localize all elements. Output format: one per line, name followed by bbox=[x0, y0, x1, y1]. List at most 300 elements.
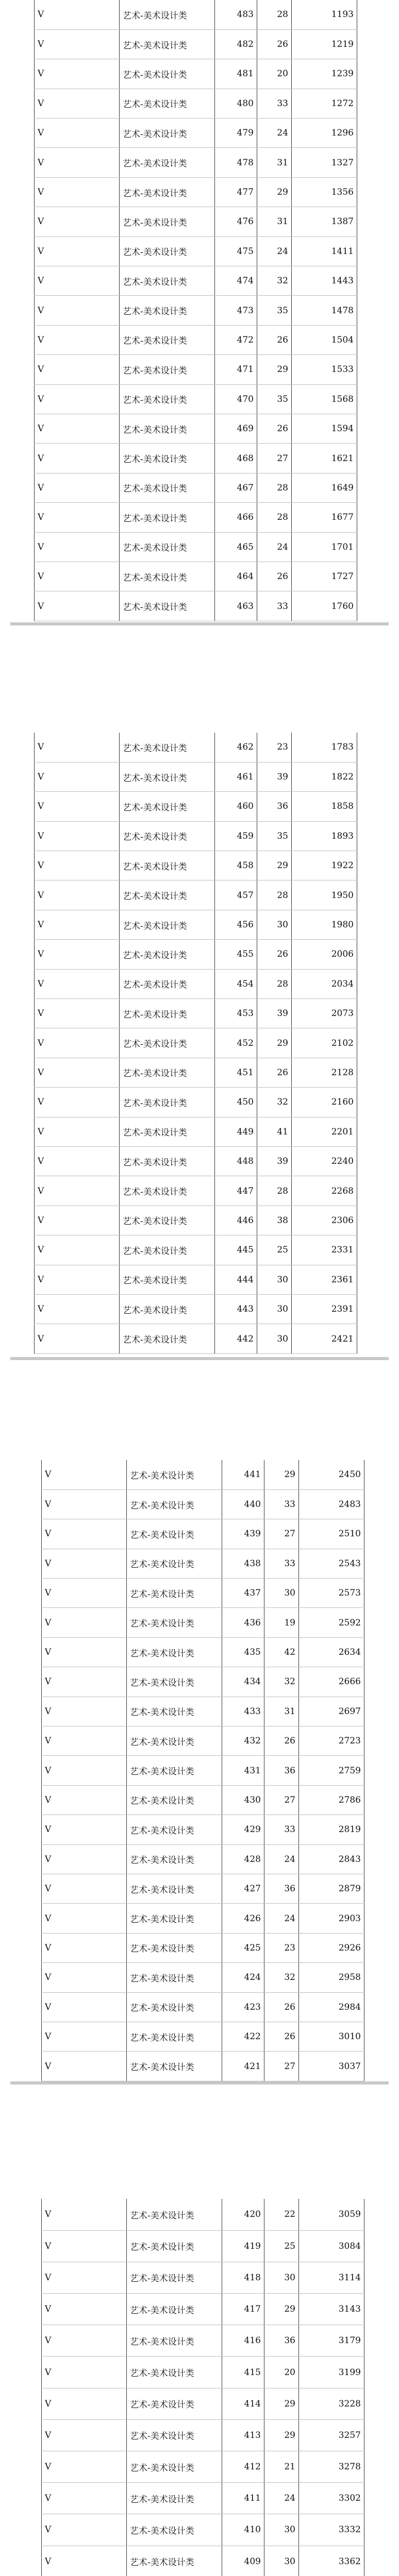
category-cell: 艺术-美术设计类 bbox=[127, 1963, 222, 1992]
count-cell: 30 bbox=[264, 2514, 299, 2546]
level-cell: V bbox=[35, 236, 120, 266]
table-row bbox=[42, 1489, 364, 1519]
table-row bbox=[42, 1874, 364, 1903]
level-cell: V bbox=[42, 1549, 127, 1578]
table-row bbox=[35, 1028, 357, 1058]
cumulative-cell: 2102 bbox=[292, 1028, 357, 1058]
table-row bbox=[35, 177, 357, 207]
count-cell: 30 bbox=[257, 910, 292, 939]
table-row bbox=[42, 1756, 364, 1785]
table-row bbox=[35, 969, 357, 998]
score-cell: 415 bbox=[222, 2357, 264, 2388]
table-row bbox=[35, 762, 357, 791]
cumulative-cell: 1858 bbox=[292, 792, 357, 821]
category-cell: 艺术-美术设计类 bbox=[120, 325, 215, 354]
count-cell: 39 bbox=[257, 1146, 292, 1176]
cumulative-cell: 1701 bbox=[292, 532, 357, 562]
cumulative-cell: 1356 bbox=[292, 177, 357, 207]
cumulative-cell: 2879 bbox=[299, 1874, 364, 1903]
level-cell: V bbox=[42, 1933, 127, 1962]
level-cell: V bbox=[42, 1637, 127, 1667]
level-cell: V bbox=[42, 1756, 127, 1785]
level-cell: V bbox=[35, 733, 120, 762]
table-row bbox=[42, 2230, 364, 2262]
score-cell: 467 bbox=[215, 473, 257, 502]
score-cell: 449 bbox=[215, 1117, 257, 1146]
table-row bbox=[42, 1667, 364, 1697]
category-cell: 艺术-美术设计类 bbox=[127, 1815, 222, 1844]
level-cell: V bbox=[35, 1324, 120, 1353]
cumulative-cell: 2543 bbox=[299, 1549, 364, 1578]
count-cell: 22 bbox=[264, 2199, 299, 2230]
table-row bbox=[42, 2419, 364, 2451]
table-row bbox=[35, 999, 357, 1028]
cumulative-cell: 1327 bbox=[292, 148, 357, 177]
level-cell: V bbox=[42, 1992, 127, 2022]
level-cell: V bbox=[35, 1028, 120, 1058]
cumulative-cell: 2034 bbox=[292, 969, 357, 998]
score-cell: 444 bbox=[215, 1265, 257, 1294]
category-cell: 艺术-美术设计类 bbox=[127, 2052, 222, 2081]
table-row bbox=[35, 236, 357, 266]
table-row bbox=[35, 792, 357, 821]
category-cell: 艺术-美术设计类 bbox=[120, 880, 215, 910]
cumulative-cell: 1478 bbox=[292, 296, 357, 325]
table-row bbox=[35, 1324, 357, 1353]
count-cell: 33 bbox=[264, 1489, 299, 1519]
score-cell: 436 bbox=[222, 1608, 264, 1637]
table-row bbox=[35, 355, 357, 384]
count-cell: 29 bbox=[264, 1460, 299, 1489]
table-row bbox=[35, 910, 357, 939]
count-cell: 19 bbox=[264, 1608, 299, 1637]
table-row bbox=[35, 29, 357, 59]
count-cell: 41 bbox=[257, 1117, 292, 1146]
table-row bbox=[42, 2451, 364, 2483]
category-cell: 艺术-美术设计类 bbox=[120, 1206, 215, 1235]
level-cell: V bbox=[35, 0, 120, 29]
score-cell: 472 bbox=[215, 325, 257, 354]
cumulative-cell: 2268 bbox=[292, 1176, 357, 1206]
table-row bbox=[42, 2325, 364, 2357]
level-cell: V bbox=[35, 969, 120, 998]
category-cell: 艺术-美术设计类 bbox=[127, 2483, 222, 2514]
level-cell: V bbox=[35, 562, 120, 591]
table-row bbox=[35, 1088, 357, 1117]
score-cell: 439 bbox=[222, 1519, 264, 1549]
category-cell: 艺术-美术设计类 bbox=[120, 503, 215, 532]
table-row bbox=[42, 1697, 364, 1726]
count-cell: 31 bbox=[264, 1697, 299, 1726]
level-cell: V bbox=[42, 1608, 127, 1637]
category-cell: 艺术-美术设计类 bbox=[127, 1933, 222, 1962]
count-cell: 20 bbox=[257, 59, 292, 89]
cumulative-cell: 3199 bbox=[299, 2357, 364, 2388]
level-cell: V bbox=[35, 148, 120, 177]
category-cell: 艺术-美术设计类 bbox=[120, 236, 215, 266]
category-cell: 艺术-美术设计类 bbox=[120, 1058, 215, 1087]
table-row bbox=[42, 2052, 364, 2081]
level-cell: V bbox=[35, 1088, 120, 1117]
level-cell: V bbox=[35, 1146, 120, 1176]
section-divider bbox=[10, 622, 389, 625]
score-cell: 473 bbox=[215, 296, 257, 325]
score-cell: 424 bbox=[222, 1963, 264, 1992]
category-cell: 艺术-美术设计类 bbox=[127, 2357, 222, 2388]
cumulative-cell: 2510 bbox=[299, 1519, 364, 1549]
category-cell: 艺术-美术设计类 bbox=[120, 1235, 215, 1265]
count-cell: 26 bbox=[264, 2022, 299, 2051]
level-cell: V bbox=[42, 2514, 127, 2546]
table-row bbox=[42, 1579, 364, 1608]
score-cell: 409 bbox=[222, 2546, 264, 2576]
level-cell: V bbox=[42, 1519, 127, 1549]
category-cell: 艺术-美术设计类 bbox=[127, 1489, 222, 1519]
table-row bbox=[35, 591, 357, 621]
count-cell: 26 bbox=[257, 414, 292, 443]
score-cell: 464 bbox=[215, 562, 257, 591]
score-cell: 456 bbox=[215, 910, 257, 939]
count-cell: 27 bbox=[257, 444, 292, 473]
score-cell: 458 bbox=[215, 851, 257, 880]
category-cell: 艺术-美术设计类 bbox=[120, 1294, 215, 1324]
category-cell: 艺术-美术设计类 bbox=[120, 532, 215, 562]
level-cell: V bbox=[35, 1117, 120, 1146]
count-cell: 24 bbox=[257, 118, 292, 148]
category-cell: 艺术-美术设计类 bbox=[120, 940, 215, 969]
cumulative-cell: 3302 bbox=[299, 2483, 364, 2514]
category-cell: 艺术-美术设计类 bbox=[120, 1176, 215, 1206]
cumulative-cell: 2128 bbox=[292, 1058, 357, 1087]
category-cell: 艺术-美术设计类 bbox=[120, 969, 215, 998]
count-cell: 39 bbox=[257, 999, 292, 1028]
table-row bbox=[42, 1549, 364, 1578]
score-cell: 441 bbox=[222, 1460, 264, 1489]
category-cell: 艺术-美术设计类 bbox=[127, 2451, 222, 2483]
cumulative-cell: 3010 bbox=[299, 2022, 364, 2051]
score-cell: 428 bbox=[222, 1844, 264, 1874]
level-cell: V bbox=[42, 1726, 127, 1756]
cumulative-cell: 1677 bbox=[292, 503, 357, 532]
score-cell: 451 bbox=[215, 1058, 257, 1087]
cumulative-cell: 2160 bbox=[292, 1088, 357, 1117]
count-cell: 25 bbox=[257, 1235, 292, 1265]
table-row bbox=[35, 384, 357, 414]
table-row bbox=[42, 1785, 364, 1815]
score-cell: 438 bbox=[222, 1549, 264, 1578]
score-cell: 412 bbox=[222, 2451, 264, 2483]
score-cell: 474 bbox=[215, 266, 257, 296]
level-cell: V bbox=[42, 2419, 127, 2451]
cumulative-cell: 1193 bbox=[292, 0, 357, 29]
table-row bbox=[35, 880, 357, 910]
cumulative-cell: 2573 bbox=[299, 1579, 364, 1608]
table-row bbox=[42, 2199, 364, 2230]
level-cell: V bbox=[35, 910, 120, 939]
category-cell: 艺术-美术设计类 bbox=[120, 1117, 215, 1146]
category-cell: 艺术-美术设计类 bbox=[120, 207, 215, 236]
count-cell: 30 bbox=[257, 1324, 292, 1353]
score-cell: 482 bbox=[215, 29, 257, 59]
score-cell: 420 bbox=[222, 2199, 264, 2230]
cumulative-cell: 1922 bbox=[292, 851, 357, 880]
table-row bbox=[42, 1933, 364, 1962]
category-cell: 艺术-美术设计类 bbox=[120, 562, 215, 591]
table-row bbox=[35, 1235, 357, 1265]
count-cell: 25 bbox=[264, 2230, 299, 2262]
count-cell: 29 bbox=[264, 2294, 299, 2325]
score-cell: 422 bbox=[222, 2022, 264, 2051]
cumulative-cell: 1533 bbox=[292, 355, 357, 384]
table-row bbox=[35, 118, 357, 148]
cumulative-cell: 2843 bbox=[299, 1844, 364, 1874]
count-cell: 30 bbox=[264, 1579, 299, 1608]
cumulative-cell: 2331 bbox=[292, 1235, 357, 1265]
score-cell: 463 bbox=[215, 591, 257, 621]
level-cell: V bbox=[42, 2325, 127, 2357]
level-cell: V bbox=[35, 1206, 120, 1235]
category-cell: 艺术-美术设计类 bbox=[120, 0, 215, 29]
score-cell: 437 bbox=[222, 1579, 264, 1608]
category-cell: 艺术-美术设计类 bbox=[127, 2294, 222, 2325]
score-cell: 478 bbox=[215, 148, 257, 177]
level-cell: V bbox=[42, 1963, 127, 1992]
cumulative-cell: 2421 bbox=[292, 1324, 357, 1353]
count-cell: 30 bbox=[264, 2546, 299, 2576]
cumulative-cell: 1950 bbox=[292, 880, 357, 910]
score-cell: 471 bbox=[215, 355, 257, 384]
score-cell: 416 bbox=[222, 2325, 264, 2357]
table-row bbox=[35, 1265, 357, 1294]
category-cell: 艺术-美术设计类 bbox=[120, 177, 215, 207]
category-cell: 艺术-美术设计类 bbox=[120, 1324, 215, 1353]
count-cell: 32 bbox=[264, 1667, 299, 1697]
score-cell: 453 bbox=[215, 999, 257, 1028]
count-cell: 42 bbox=[264, 1637, 299, 1667]
count-cell: 33 bbox=[264, 1549, 299, 1578]
table-row bbox=[35, 89, 357, 118]
category-cell: 艺术-美术设计类 bbox=[120, 148, 215, 177]
score-cell: 468 bbox=[215, 444, 257, 473]
level-cell: V bbox=[35, 59, 120, 89]
cumulative-cell: 3278 bbox=[299, 2451, 364, 2483]
count-cell: 29 bbox=[264, 2388, 299, 2419]
level-cell: V bbox=[35, 851, 120, 880]
category-cell: 艺术-美术设计类 bbox=[120, 591, 215, 621]
cumulative-cell: 3332 bbox=[299, 2514, 364, 2546]
level-cell: V bbox=[35, 414, 120, 443]
level-cell: V bbox=[42, 1874, 127, 1903]
table-row bbox=[35, 414, 357, 443]
level-cell: V bbox=[42, 2022, 127, 2051]
category-cell: 艺术-美术设计类 bbox=[120, 29, 215, 59]
level-cell: V bbox=[42, 2451, 127, 2483]
score-cell: 479 bbox=[215, 118, 257, 148]
level-cell: V bbox=[35, 1294, 120, 1324]
count-cell: 28 bbox=[257, 880, 292, 910]
count-cell: 27 bbox=[264, 1785, 299, 1815]
table-row bbox=[35, 1058, 357, 1087]
category-cell: 艺术-美术设计类 bbox=[120, 355, 215, 384]
count-cell: 21 bbox=[264, 2451, 299, 2483]
count-cell: 31 bbox=[257, 207, 292, 236]
cumulative-cell: 3257 bbox=[299, 2419, 364, 2451]
count-cell: 23 bbox=[264, 1933, 299, 1962]
category-cell: 艺术-美术设计类 bbox=[127, 1608, 222, 1637]
score-cell: 447 bbox=[215, 1176, 257, 1206]
level-cell: V bbox=[42, 2230, 127, 2262]
score-cell: 435 bbox=[222, 1637, 264, 1667]
cumulative-cell: 2306 bbox=[292, 1206, 357, 1235]
count-cell: 36 bbox=[264, 1874, 299, 1903]
cumulative-cell: 1760 bbox=[292, 591, 357, 621]
level-cell: V bbox=[35, 1265, 120, 1294]
count-cell: 32 bbox=[257, 1088, 292, 1117]
cumulative-cell: 3059 bbox=[299, 2199, 364, 2230]
cumulative-cell: 1219 bbox=[292, 29, 357, 59]
score-cell: 433 bbox=[222, 1697, 264, 1726]
level-cell: V bbox=[35, 118, 120, 148]
score-table-section-1 bbox=[34, 0, 357, 621]
count-cell: 33 bbox=[264, 1815, 299, 1844]
category-cell: 艺术-美术设计类 bbox=[120, 851, 215, 880]
table-row bbox=[42, 1992, 364, 2022]
cumulative-cell: 2450 bbox=[299, 1460, 364, 1489]
cumulative-cell: 1411 bbox=[292, 236, 357, 266]
count-cell: 26 bbox=[257, 1058, 292, 1087]
level-cell: V bbox=[42, 1579, 127, 1608]
score-cell: 469 bbox=[215, 414, 257, 443]
table-row bbox=[42, 2388, 364, 2419]
count-cell: 24 bbox=[257, 236, 292, 266]
level-cell: V bbox=[42, 2294, 127, 2325]
cumulative-cell: 2201 bbox=[292, 1117, 357, 1146]
count-cell: 27 bbox=[264, 1519, 299, 1549]
level-cell: V bbox=[35, 207, 120, 236]
table-row bbox=[42, 1904, 364, 1933]
level-cell: V bbox=[35, 1058, 120, 1087]
category-cell: 艺术-美术设计类 bbox=[120, 1028, 215, 1058]
count-cell: 28 bbox=[257, 473, 292, 502]
count-cell: 26 bbox=[257, 562, 292, 591]
cumulative-cell: 2958 bbox=[299, 1963, 364, 1992]
table-row bbox=[42, 2294, 364, 2325]
level-cell: V bbox=[35, 1176, 120, 1206]
score-cell: 457 bbox=[215, 880, 257, 910]
category-cell: 艺术-美术设计类 bbox=[120, 444, 215, 473]
level-cell: V bbox=[35, 940, 120, 969]
table-row bbox=[42, 1726, 364, 1756]
score-cell: 450 bbox=[215, 1088, 257, 1117]
level-cell: V bbox=[35, 762, 120, 791]
score-cell: 470 bbox=[215, 384, 257, 414]
score-cell: 477 bbox=[215, 177, 257, 207]
category-cell: 艺术-美术设计类 bbox=[127, 2546, 222, 2576]
count-cell: 33 bbox=[257, 89, 292, 118]
cumulative-cell: 2483 bbox=[299, 1489, 364, 1519]
cumulative-cell: 1621 bbox=[292, 444, 357, 473]
score-cell: 429 bbox=[222, 1815, 264, 1844]
table-row bbox=[35, 444, 357, 473]
table-row bbox=[42, 1460, 364, 1489]
category-cell: 艺术-美术设计类 bbox=[127, 1756, 222, 1785]
level-cell: V bbox=[42, 1785, 127, 1815]
category-cell: 艺术-美术设计类 bbox=[127, 1549, 222, 1578]
count-cell: 35 bbox=[257, 384, 292, 414]
category-cell: 艺术-美术设计类 bbox=[127, 2199, 222, 2230]
category-cell: 艺术-美术设计类 bbox=[120, 1265, 215, 1294]
count-cell: 24 bbox=[264, 1844, 299, 1874]
table-row bbox=[42, 1637, 364, 1667]
table-row bbox=[35, 148, 357, 177]
cumulative-cell: 3114 bbox=[299, 2262, 364, 2293]
score-cell: 461 bbox=[215, 762, 257, 791]
table-row bbox=[35, 851, 357, 880]
score-table-1 bbox=[34, 0, 357, 621]
level-cell: V bbox=[42, 1844, 127, 1874]
category-cell: 艺术-美术设计类 bbox=[127, 2230, 222, 2262]
count-cell: 28 bbox=[257, 969, 292, 998]
category-cell: 艺术-美术设计类 bbox=[127, 1726, 222, 1756]
cumulative-cell: 1649 bbox=[292, 473, 357, 502]
category-cell: 艺术-美术设计类 bbox=[127, 2262, 222, 2293]
cumulative-cell: 2391 bbox=[292, 1294, 357, 1324]
level-cell: V bbox=[35, 355, 120, 384]
count-cell: 30 bbox=[257, 1294, 292, 1324]
level-cell: V bbox=[35, 296, 120, 325]
level-cell: V bbox=[42, 2388, 127, 2419]
score-cell: 421 bbox=[222, 2052, 264, 2081]
count-cell: 29 bbox=[257, 851, 292, 880]
count-cell: 29 bbox=[257, 177, 292, 207]
cumulative-cell: 3362 bbox=[299, 2546, 364, 2576]
cumulative-cell: 2592 bbox=[299, 1608, 364, 1637]
score-cell: 476 bbox=[215, 207, 257, 236]
table-row bbox=[42, 2262, 364, 2293]
table-row bbox=[35, 733, 357, 762]
category-cell: 艺术-美术设计类 bbox=[127, 1579, 222, 1608]
level-cell: V bbox=[35, 880, 120, 910]
cumulative-cell: 2697 bbox=[299, 1697, 364, 1726]
category-cell: 艺术-美术设计类 bbox=[127, 1697, 222, 1726]
category-cell: 艺术-美术设计类 bbox=[120, 414, 215, 443]
category-cell: 艺术-美术设计类 bbox=[127, 1519, 222, 1549]
count-cell: 30 bbox=[264, 2262, 299, 2293]
category-cell: 艺术-美术设计类 bbox=[120, 384, 215, 414]
count-cell: 36 bbox=[264, 1756, 299, 1785]
cumulative-cell: 1893 bbox=[292, 821, 357, 851]
section-divider bbox=[10, 2081, 389, 2084]
cumulative-cell: 1296 bbox=[292, 118, 357, 148]
score-cell: 465 bbox=[215, 532, 257, 562]
count-cell: 35 bbox=[257, 296, 292, 325]
table-row bbox=[35, 1206, 357, 1235]
category-cell: 艺术-美术设计类 bbox=[120, 1146, 215, 1176]
table-row bbox=[42, 2483, 364, 2514]
score-cell: 411 bbox=[222, 2483, 264, 2514]
level-cell: V bbox=[35, 473, 120, 502]
cumulative-cell: 2240 bbox=[292, 1146, 357, 1176]
category-cell: 艺术-美术设计类 bbox=[127, 1460, 222, 1489]
score-cell: 452 bbox=[215, 1028, 257, 1058]
category-cell: 艺术-美术设计类 bbox=[127, 1637, 222, 1667]
count-cell: 30 bbox=[257, 1265, 292, 1294]
cumulative-cell: 3179 bbox=[299, 2325, 364, 2357]
cumulative-cell: 2723 bbox=[299, 1726, 364, 1756]
cumulative-cell: 2634 bbox=[299, 1637, 364, 1667]
count-cell: 26 bbox=[264, 1992, 299, 2022]
table-row bbox=[35, 532, 357, 562]
